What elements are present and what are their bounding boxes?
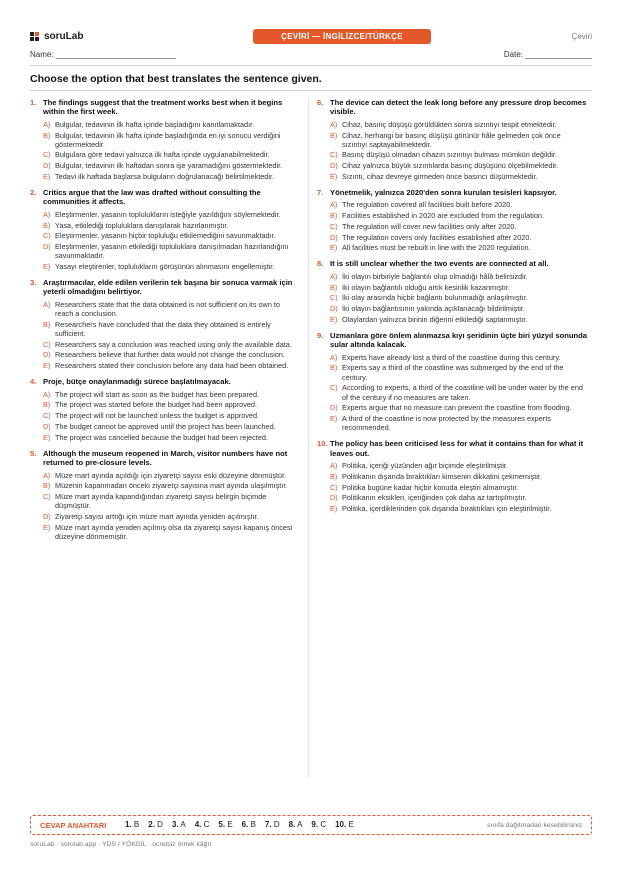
question-text: Yönetmelik, yalnızca 2020'den sonra kurulan tesisleri kapsıyor. (330, 188, 557, 198)
answer-option[interactable] (30, 340, 300, 349)
option-letter: B) (330, 211, 338, 221)
option-text: Eleştirmenler, yasanın hiçbir topluluğu etkilemediğini savunmaktadır. (55, 231, 276, 241)
option-letter: E) (330, 314, 338, 324)
option-text: Müze mart ayında açıldığı için ziyaretçi sayısı eski düzeyine dönmüştür. (55, 470, 287, 480)
option-text: Cihaz, basınç düşüşü görüldükten sonra sızıntıyı tespit etmektedir. (342, 119, 557, 129)
answer-key-item (265, 820, 280, 829)
answer-key-letter: A (297, 820, 303, 829)
answer-option[interactable] (30, 210, 300, 219)
answer-key-box (30, 815, 592, 835)
option-text: Politikanın dışarıda bıraktıkları kimsenin dikkatini çekmemiştir. (342, 471, 542, 481)
option-text: Experts say a third of the coastline was submerged by the end of the century. (342, 363, 564, 382)
question-number: 6. (317, 98, 324, 107)
option-text: Researchers state that the data obtained is not sufficient on its own to reach a conclusion. (55, 299, 280, 319)
answer-key-item (125, 820, 139, 829)
answer-key-number: 8. (288, 820, 296, 829)
divider (30, 65, 592, 66)
question-number: 4. (30, 377, 37, 387)
answer-key-number: 5. (218, 820, 226, 829)
answer-option[interactable] (30, 161, 300, 170)
answer-key-item (289, 820, 303, 829)
option-letter: C) (43, 411, 51, 421)
option-letter: A) (43, 470, 51, 480)
answer-option[interactable] (317, 161, 587, 170)
question-text: The device can detect the leak long before any pressure drop becomes visible. (330, 98, 587, 117)
option-text: The project will start as soon as the budget has been prepared. (55, 389, 260, 399)
question-number: 2. (30, 188, 37, 198)
answer-key-number: 6. (241, 820, 249, 829)
answer-option[interactable] (30, 221, 300, 230)
answer-key-item (218, 820, 232, 829)
question-stem (317, 259, 587, 268)
answer-key-list (125, 820, 363, 829)
answer-option[interactable] (317, 315, 587, 324)
option-text: Bulgulara göre tedavi yalnızca ilk hafta içinde uygulanabilmektedir. (55, 150, 270, 160)
question-text: Although the museum reopened in March, visitor numbers have not returned to pre-closure levels. (43, 448, 288, 468)
question-stem (30, 449, 300, 468)
answer-option[interactable] (30, 422, 300, 431)
option-text: Yasa, etkilediği topluluklara danışılarak hazırlanmıştır. (55, 220, 229, 230)
answer-option[interactable] (30, 471, 300, 480)
option-text: Researchers stated their conclusion before any data had been obtained. (55, 361, 289, 371)
question-text: The policy has been criticised less for what it contains than for what it leaves out. (330, 439, 584, 458)
answer-option[interactable] (30, 523, 300, 541)
option-text: Ziyaretçi sayısı arttığı için müze mart ayında yeniden açılmıştır. (55, 511, 259, 521)
question-stem (30, 377, 300, 386)
answer-key-letter: A (180, 820, 186, 829)
option-letter: B) (330, 471, 338, 481)
option-text: According to experts, a third of the coastline will be under water by the end of the century if no measures are taken. (342, 383, 583, 402)
option-letter: C) (43, 231, 51, 241)
option-letter: A) (330, 200, 338, 210)
option-letter: C) (330, 293, 338, 303)
answer-key-item (172, 820, 186, 829)
answer-option[interactable] (317, 403, 587, 412)
logo-grid-icon (30, 32, 40, 42)
answer-key-number: 4. (194, 820, 202, 829)
option-text: Eleştirmenler, yasanın toplulukların isteğiyle yazıldığını söylemektedir. (55, 209, 281, 219)
option-letter: A) (43, 299, 51, 309)
option-text: İki olayın birbiriyle bağlantılı olup olmadığı hâlâ belirsizdir. (342, 271, 528, 281)
option-letter: D) (330, 232, 338, 242)
option-letter: E) (43, 432, 51, 442)
option-text: The regulation covers only facilities established after 2020. (342, 232, 532, 242)
answer-key-item (148, 820, 163, 829)
option-text: Politika, içeriği yüzünden ağır biçimde eleştirilmiştir. (342, 461, 508, 471)
option-letter: B) (43, 319, 51, 329)
option-letter: D) (43, 241, 51, 251)
answer-option[interactable] (317, 383, 587, 401)
option-letter: D) (43, 161, 51, 171)
option-letter: B) (43, 400, 51, 410)
answer-key-number: 1. (125, 820, 132, 829)
option-text: İki olay arasında hiçbir bağlantı bulunmadığı anlaşılmıştır. (342, 293, 528, 303)
answer-option[interactable] (30, 492, 300, 510)
option-text: İki olayın bağlantısının yakında açıklanacağı bildirilmiştir. (342, 303, 525, 313)
question-text: Araştırmacılar, elde edilen verilerin tek başına bir sonuca varmak için yeterli olmadığını belirtiyor. (43, 278, 293, 297)
answer-option[interactable] (30, 242, 300, 260)
option-letter: D) (43, 350, 51, 360)
title-pill: ÇEVİRİ — İNGİLİZCE/TÜRKÇE (253, 29, 431, 44)
option-text: Eleştirmenler, yasanın etkilediği topluluklara danışılmadan hazırlandığını savunmaktadır. (55, 241, 289, 261)
option-letter: D) (43, 511, 51, 521)
question-item (30, 278, 300, 370)
answer-option[interactable] (317, 493, 587, 502)
option-text: The project will not be launched unless the budget is approved. (55, 411, 260, 421)
option-letter: C) (330, 221, 338, 231)
option-letter: C) (330, 383, 338, 393)
answer-key-item (195, 820, 210, 829)
date-field[interactable]: Date: _______________ (503, 50, 592, 59)
option-text: Experts have already lost a third of the coastline during this century. (342, 352, 561, 362)
question-item (30, 449, 300, 541)
option-letter: B) (43, 220, 51, 230)
answer-option[interactable] (30, 320, 300, 338)
question-stem (317, 439, 587, 458)
answer-option[interactable] (317, 172, 587, 181)
answer-option[interactable] (30, 433, 300, 442)
questions-column-left (30, 98, 300, 548)
question-number: 3. (30, 278, 37, 288)
option-text: Cihaz, herhangi bir basınç düşüşü görünür hâle gelmeden çok önce sızıntıyı saptayabilmektedir. (342, 130, 561, 149)
answer-option[interactable] (317, 131, 587, 149)
option-letter: A) (43, 119, 51, 129)
answer-option[interactable] (317, 504, 587, 513)
answer-option[interactable] (30, 231, 300, 240)
option-text: The regulation covered all facilities built before 2020. (342, 200, 513, 210)
option-text: Bulgular, tedavinin ilk hafta içinde başladığını kanıtlamaktadır. (55, 119, 255, 129)
option-letter: A) (43, 389, 51, 399)
option-letter: C) (43, 491, 51, 501)
answer-option[interactable] (317, 272, 587, 281)
question-text: Proje, bütçe onaylanmadığı sürece başlatılmayacak. (43, 377, 231, 387)
answer-key-letter: E (227, 820, 233, 829)
option-text: A third of the coastline is now protected by the measures experts recommended. (342, 413, 551, 433)
option-letter: A) (330, 271, 338, 281)
answer-option[interactable] (317, 472, 587, 481)
option-text: Basınç düşüşü olmadan cihazın sızıntıyı bulması mümkün değildir. (342, 150, 557, 160)
answer-option[interactable] (30, 390, 300, 399)
answer-option[interactable] (30, 512, 300, 521)
answer-option[interactable] (317, 211, 587, 220)
option-text: Tedavi ilk haftada başlarsa bulguların doğrulanacağı belirtilmektedir. (55, 171, 275, 181)
answer-key-number: 2. (148, 820, 155, 829)
question-item (317, 331, 587, 432)
option-letter: B) (330, 363, 338, 373)
name-field[interactable]: Name: ___________________________ (30, 50, 176, 59)
page-footer: soruLab · sorulab.app · YDS / YÖKDİL · ücretsiz örnek kâğıt (30, 841, 212, 848)
option-letter: D) (330, 161, 338, 171)
answer-option[interactable] (317, 243, 587, 252)
option-text: Müze mart ayında yeniden açılmış olsa da ziyaretçi sayısı kapanış öncesi düzeyine dönmemiştir. (55, 522, 293, 541)
question-number: 5. (30, 448, 37, 458)
answer-option[interactable] (30, 150, 300, 159)
answer-option[interactable] (30, 361, 300, 370)
answer-key-title: CEVAP ANAHTARI (40, 821, 107, 830)
answer-key-number: 9. (311, 820, 319, 829)
answer-key-number: 3. (171, 820, 179, 829)
question-number: 1. (30, 98, 37, 107)
page-header (30, 28, 592, 48)
question-number: 7. (317, 188, 324, 198)
answer-option[interactable] (30, 481, 300, 490)
question-text: Uzmanlara göre önlem alınmazsa kıyı şeridinin üçte biri yüzyıl sonunda sular altında kalacak. (330, 330, 587, 350)
answer-key-item (335, 820, 354, 829)
answer-option[interactable] (30, 262, 300, 271)
question-stem (317, 331, 587, 350)
option-letter: C) (330, 482, 338, 492)
option-text: Bulgular, tedavinin ilk haftadan sonra işe yaramadığını göstermektedir. (55, 161, 283, 171)
option-letter: A) (330, 119, 338, 129)
option-text: Müzenin kapanmadan önceki ziyaretçi sayısına mart ayında ulaşılmıştır. (55, 481, 288, 491)
question-stem (30, 98, 300, 117)
answer-option[interactable] (30, 172, 300, 181)
answer-key-item (242, 820, 256, 829)
answer-option[interactable] (317, 233, 587, 242)
option-text: Researchers say a conclusion was reached using only the available data. (55, 339, 292, 349)
answer-key-number: 7. (264, 820, 272, 829)
option-text: Researchers have concluded that the data they obtained is entirely sufficient. (55, 319, 271, 338)
logo-text: soruLab (44, 31, 84, 42)
option-text: Facilities established in 2020 are excluded from the regulation. (342, 211, 544, 221)
question-item (317, 188, 587, 252)
option-text: Researchers believe that further data would not change the conclusion. (55, 350, 285, 360)
option-text: Bulgular, tedavinin ilk hafta içinde başladığında en iyi sonucu verdiğini göstermektedir. (55, 130, 281, 149)
question-item (317, 98, 587, 181)
option-letter: D) (330, 303, 338, 313)
option-letter: D) (43, 421, 51, 431)
option-letter: B) (43, 130, 51, 140)
question-item (30, 188, 300, 271)
questions-column-right (317, 98, 587, 520)
answer-option[interactable] (30, 350, 300, 359)
answer-key-letter: B (133, 820, 140, 829)
answer-option[interactable] (317, 120, 587, 129)
answer-option[interactable] (30, 300, 300, 318)
brand-logo (30, 31, 83, 42)
option-text: Politikanın eksikleri, içeriğinden çok daha az tartışılmıştır. (342, 493, 527, 503)
instruction-text: Choose the option that best translates the sentence given. (30, 73, 322, 85)
question-stem (317, 188, 587, 197)
option-letter: C) (43, 339, 51, 349)
name-date-row (30, 50, 592, 64)
option-letter: E) (43, 361, 51, 371)
option-letter: B) (330, 130, 338, 140)
option-text: The budget cannot be approved until the project has been launched. (55, 421, 276, 431)
question-item (30, 98, 300, 181)
option-text: The project was started before the budget had been approved. (55, 400, 258, 410)
answer-option[interactable] (317, 293, 587, 302)
question-text: The findings suggest that the treatment works best when it begins within the first week. (43, 98, 283, 117)
answer-option[interactable] (317, 461, 587, 470)
option-letter: E) (330, 413, 338, 423)
option-text: Müze mart ayında kapandığından ziyaretçi sayısı belirgin biçimde düşmüştür. (55, 491, 267, 511)
answer-option[interactable] (317, 222, 587, 231)
option-letter: E) (43, 261, 51, 271)
answer-option[interactable] (317, 353, 587, 362)
answer-key-letter: C (203, 820, 210, 829)
answer-key-item (311, 820, 326, 829)
answer-option[interactable] (317, 200, 587, 209)
option-letter: B) (43, 481, 51, 491)
option-text: Yasayı eleştirenler, toplulukların görüşünün alınmasını engellemiştir. (55, 261, 275, 271)
answer-option[interactable] (317, 304, 587, 313)
answer-option[interactable] (317, 414, 587, 432)
option-text: Olaylardan yalnızca birinin diğerini etkilediği saptanmıştır. (342, 314, 528, 324)
option-letter: D) (330, 493, 338, 503)
option-text: İki olayın bağlantılı olduğu artık kesinlik kazanmıştır. (342, 282, 510, 292)
answer-option[interactable] (317, 283, 587, 292)
option-text: Experts argue that no measure can prevent the coastline from flooding. (342, 403, 572, 413)
option-letter: E) (43, 522, 51, 532)
option-letter: B) (330, 282, 338, 292)
category-label: Çeviri (571, 32, 592, 41)
option-text: Sızıntı, cihaz devreye girmeden önce basıncı düşürmektedir. (342, 171, 538, 181)
question-item (317, 439, 587, 513)
question-item (30, 377, 300, 441)
option-text: Politika bugüne kadar hiçbir konuda eleştiri almamıştır. (342, 482, 519, 492)
column-divider (308, 98, 309, 778)
option-text: All facilities must be rebuilt in line with the 2020 regulation. (342, 243, 531, 253)
answer-option[interactable] (317, 483, 587, 492)
option-letter: A) (330, 461, 338, 471)
option-letter: C) (330, 150, 338, 160)
answer-key-number: 10. (335, 820, 347, 829)
option-text: The regulation will cover new facilities only after 2020. (342, 221, 517, 231)
option-letter: D) (330, 403, 338, 413)
answer-key-letter: D (157, 820, 163, 829)
answer-key-letter: D (273, 820, 280, 829)
answer-key-letter: C (320, 820, 327, 829)
question-number: 9. (317, 330, 324, 340)
option-text: The project was cancelled because the budget had been rejected. (55, 432, 268, 442)
option-letter: E) (330, 171, 338, 181)
question-item (317, 259, 587, 323)
answer-key-letter: B (250, 820, 256, 829)
answer-option[interactable] (317, 150, 587, 159)
option-letter: A) (330, 352, 338, 362)
answer-option[interactable] (30, 411, 300, 420)
question-number: 8. (317, 259, 324, 269)
option-letter: E) (330, 503, 338, 513)
answer-option[interactable] (30, 400, 300, 409)
option-letter: A) (43, 209, 51, 219)
answer-option[interactable] (30, 120, 300, 129)
answer-key-note: sınıfa dağıtmadan kesebilirsiniz (487, 822, 582, 829)
question-stem (30, 188, 300, 207)
answer-option[interactable] (30, 131, 300, 149)
answer-option[interactable] (317, 363, 587, 381)
divider (30, 90, 592, 91)
option-text: Cihaz yalnızca büyük sızıntılarda basınç düşüşünü ölçebilmektedir. (342, 161, 559, 171)
question-text: Critics argue that the law was drafted without consulting the communities it affects. (43, 188, 261, 207)
question-number: 10. (317, 439, 328, 449)
question-stem (30, 278, 300, 297)
option-letter: C) (43, 150, 51, 160)
option-letter: E) (330, 243, 338, 253)
question-stem (317, 98, 587, 117)
option-letter: E) (43, 171, 51, 181)
question-text: It is still unclear whether the two events are connected at all. (330, 259, 549, 269)
answer-key-letter: E (348, 820, 354, 829)
option-text: Politika, içerdiklerinden çok dışarıda bıraktıkları için eleştirilmiştir. (342, 503, 552, 513)
